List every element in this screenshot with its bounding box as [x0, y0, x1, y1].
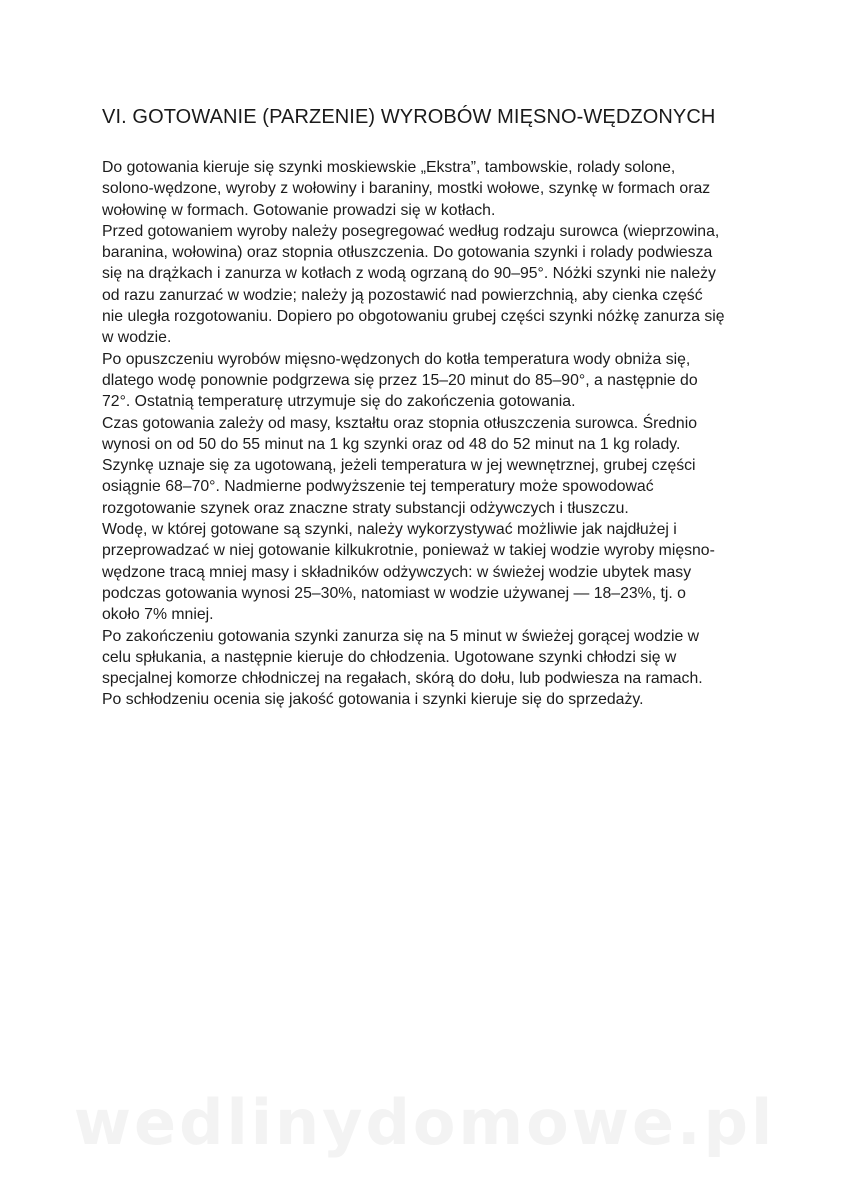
body-line: Po zakończeniu gotowania szynki zanurza się na 5 minut w świeżej gorącej wodzie w [102, 627, 700, 645]
body-line: celu spłukania, a następnie kieruje do chłodzenia. Ugotowane szynki chłodzi się w [102, 648, 677, 666]
body-line: solono-wędzone, wyroby z wołowiny i baraniny, mostki wołowe, szynkę w formach oraz [102, 180, 711, 198]
body-line: Po opuszczeniu wyrobów mięsno-wędzonych do kotła temperatura wody obniża się, [102, 350, 691, 368]
body-line: Przed gotowaniem wyroby należy posegregować według rodzaju surowca (wieprzowina, [102, 222, 720, 240]
body-line: baranina, wołowina) oraz stopnia otłuszczenia. Do gotowania szynki i rolady podwiesza [102, 244, 713, 262]
body-line: przeprowadzać w niej gotowanie kilkukrotnie, ponieważ w takiej wodzie wyroby mięsno- [102, 542, 715, 560]
body-line: 72°. Ostatnią temperaturę utrzymuje się do zakończenia gotowania. [102, 393, 576, 411]
body-line: się na drążkach i zanurza w kotłach z wodą ogrzaną do 90–95°. Nóżki szynki nie należy [102, 265, 716, 283]
body-line: Po schłodzeniu ocenia się jakość gotowania i szynki kieruje się do sprzedaży. [102, 691, 644, 709]
body-line: wynosi on od 50 do 55 minut na 1 kg szynki oraz od 48 do 52 minut na 1 kg rolady. [102, 435, 681, 453]
document-body [102, 157, 762, 711]
body-line: wołowinę w formach. Gotowanie prowadzi się w kotłach. [102, 201, 496, 219]
body-line: Wodę, w której gotowane są szynki, należy wykorzystywać możliwie jak najdłużej i [102, 521, 677, 539]
watermark: wedlinydomowe.pl [73, 1086, 776, 1159]
body-line: około 7% mniej. [102, 606, 214, 624]
body-line: w wodzie. [102, 329, 172, 347]
body-line: nie uległa rozgotowaniu. Dopiero po obgotowaniu grubej części szynki nóżkę zanurza się [102, 308, 725, 326]
body-line: wędzone tracą mniej masy i składników odżywczych: w świeżej wodzie ubytek masy [102, 563, 692, 581]
body-line: Do gotowania kieruje się szynki moskiewskie „Ekstra”, tambowskie, rolady solone, [102, 159, 676, 176]
body-line: Szynkę uznaje się za ugotowaną, jeżeli temperatura w jej wewnętrznej, grubej części [102, 457, 696, 475]
body-line: rozgotowanie szynek oraz znaczne straty substancji odżywczych i tłuszczu. [102, 499, 629, 517]
body-line: specjalnej komorze chłodniczej na regałach, skórą do dołu, lub podwiesza na ramach. [102, 670, 703, 688]
body-line: osiągnie 68–70°. Nadmierne podwyższenie tej temperatury może spowodować [102, 478, 654, 496]
document-title: VI. GOTOWANIE (PARZENIE) WYROBÓW MIĘSNO-WĘDZONYCH [102, 106, 716, 128]
body-line: dlatego wodę ponownie podgrzewa się przez 15–20 minut do 85–90°, a następnie do [102, 371, 698, 389]
body-line: podczas gotowania wynosi 25–30%, natomiast w wodzie używanej — 18–23%, tj. o [102, 584, 686, 602]
body-line: od razu zanurzać w wodzie; należy ją pozostawić nad powierzchnią, aby cienka część [102, 286, 703, 304]
body-line: Czas gotowania zależy od masy, kształtu oraz stopnia otłuszczenia surowca. Średnio [102, 414, 698, 432]
